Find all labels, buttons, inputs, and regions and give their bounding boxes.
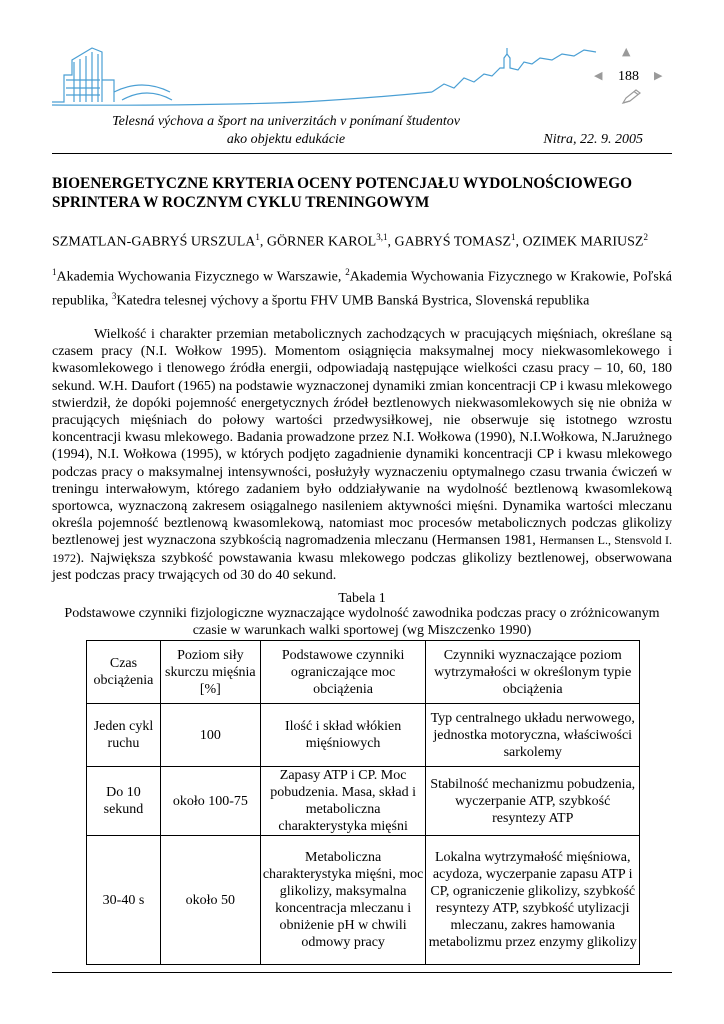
table-header-cell: Czas obciążenia	[87, 641, 161, 704]
physiology-table	[86, 640, 640, 965]
table-cell: około 100-75	[160, 767, 260, 836]
table-cell: Do 10 sekund	[87, 767, 161, 836]
table-header-row	[87, 641, 640, 704]
table-row	[87, 704, 640, 767]
skyline-logo	[52, 40, 612, 110]
right-arrow-icon[interactable]: ▶	[654, 69, 663, 82]
table-cell: Jeden cykl ruchu	[87, 704, 161, 767]
body-paragraph: Wielkość i charakter przemian metabolicznych zachodzących w pracujących mięśniach, określane są czasem pracy (N.I. Wołkow 1995). Momentom osiągnięcia maksymalnej mocy niekwasomlekowego i kwasomlekowego i tlenowego źródła energii, odpowiadają następujące wielkości czasu pracy – 10, 60, 180 sekund. W.H. Daufort (1965) na podstawie wyznaczonej dynamiki zmian koncentracji CP i kwasu mlekowego stwierdził, że dopóki pojemność energetycznych źródeł beztlenowych niekwasomlekowych się nie obniża w pracujących mięśniach do połowy wartości przedwysiłkowej, nie obserwuje się istotnego wzrostu koncentracji kwasu mlekowego. Badania prowadzone przez N.I. Wołkowa (1990), N.I.Wołkowa, N.Jarużnego (1994), N.I. Wołkowa (1995), w których podjęto zagadnienie dynamiki koncentracji CP i kwasu mlekowego podczas pracy o maksymalnej intensywności, posłużyły wyznaczeniu optymalnego czasu trwania ćwiczeń w treningu interwałowym, którego zadaniem było oddziaływanie na wydolność beztlenową kwasomlekową sportowca, wyznaczoną zakresem osiągalnego nasileniem aktywności mięśni. Dynamika wartości mleczanu określa pojemność beztlenową kwasomlekową, natomiast moc procesów metabolicznych podczas glikolizy beztlenowej jest wyznaczona szybkością nagromadzenia mleczanu (Hermansen 1981, Hermansen L., Stensvold I. 1972). Największa szybkość powstawania kwasu mlekowego podczas glikolizy beztlenowej, obserwowana jest podczas pracy trwających od 30 do 40 sekund.	[52, 327, 672, 583]
up-arrow-icon[interactable]: ▲	[622, 45, 631, 58]
place-date: Nitra, 22. 9. 2005	[543, 132, 643, 147]
table-cell: około 50	[160, 836, 260, 965]
table-header-cell: Podstawowe czynniki ograniczające moc obciążenia	[260, 641, 426, 704]
table-row	[87, 767, 640, 836]
table-cell: Zapasy ATP i CP. Moc pobudzenia. Masa, skład i metaboliczna charakterystyka mięśni	[260, 767, 426, 836]
table-label: Tabela 1	[338, 591, 386, 606]
left-arrow-icon[interactable]: ◀	[594, 69, 603, 82]
table-cell: Metaboliczna charakterystyka mięśni, moc glikolizy, maksymalna koncentracja mleczanu i obniżenie pH w chwili odmowy pracy	[260, 836, 426, 965]
conference-title: Telesná výchova a šport na univerzitách v ponímaní študentov ako objektu edukácie	[112, 114, 460, 147]
table-cell: 100	[160, 704, 260, 767]
table-cell: Stabilność mechanizmu pobudzenia, wyczerpanie ATP, szybkość resyntezy ATP	[426, 767, 640, 836]
footer-divider	[52, 972, 672, 973]
table-cell: Ilość i skład włókien mięśniowych	[260, 704, 426, 767]
article-title: BIOENERGETYCZNE KRYTERIA OCENY POTENCJAŁU WYDOLNOŚCIOWEGO SPRINTERA W ROCZNYM CYKLU TRENINGOWYM	[52, 175, 632, 211]
pencil-icon[interactable]	[620, 88, 642, 106]
table-caption: Podstawowe czynniki fizjologiczne wyznaczające wydolność zawodnika podczas pracy o zróżnicowanym czasie w warunkach walki sportowej (wg Miszczenko 1990)	[64, 606, 660, 638]
table-cell: Lokalna wytrzymałość mięśniowa, acydoza, wyczerpanie zapasu ATP i CP, ograniczenie glikolizy, szybkość resyntezy ATP, szybkość utylizacji mleczanu, zakres hamowania metabolizmu przez enzymy glikolizy	[426, 836, 640, 965]
page-number: 188	[618, 69, 639, 84]
header-divider	[52, 153, 672, 154]
table-cell: Typ centralnego układu nerwowego, jednostka motoryczna, właściwości sarkolemy	[426, 704, 640, 767]
affiliations: $^1$Akademia Wychowania Fizycznego w Warszawie, $^2$Akademia Wychowania Fizycznego w Krakowie, Poľská republika, $^3$Katedra telesnej výchovy a športu FHV UMB Banská Bystrica, Slovenská republika	[52, 267, 672, 309]
table-header-cell: Czynniki wyznaczające poziom wytrzymałości w określonym typie obciążenia	[426, 641, 640, 704]
table-row	[87, 836, 640, 965]
table-header-cell: Poziom siły skurczu mięśnia [%]	[160, 641, 260, 704]
author-list: SZMATLAN-GABRYŚ URSZULA$^1$, GÖRNER KAROL$^{3,1}$, GABRYŚ TOMASZ$^1$, OZIMEK MARIUSZ$^2$	[52, 232, 648, 250]
table-cell: 30-40 s	[87, 836, 161, 965]
